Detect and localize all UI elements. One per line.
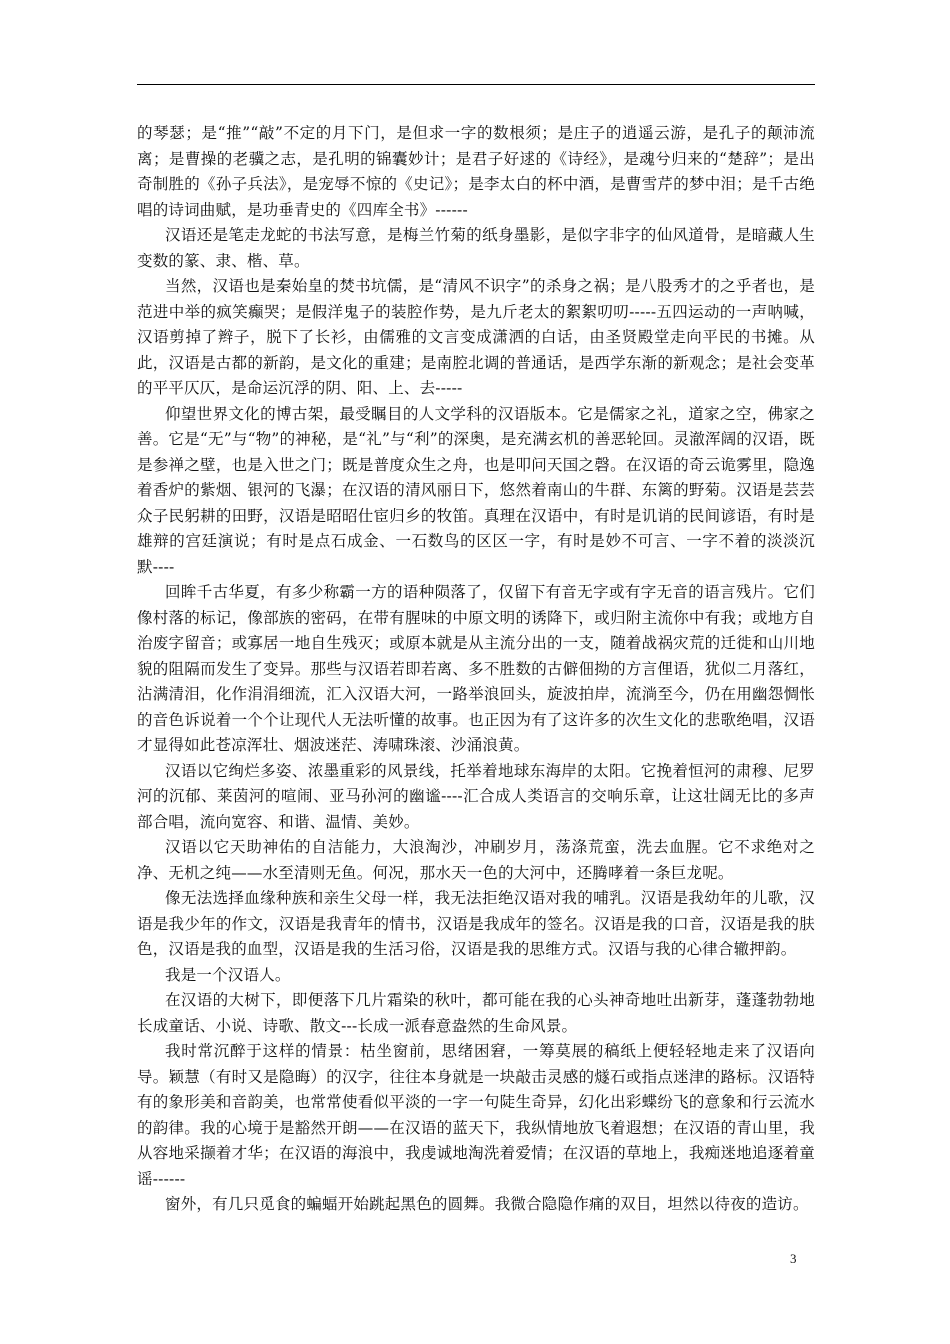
paragraph: 汉语以它天助神佑的自洁能力，大浪淘沙，冲刷岁月，荡涤荒蛮，洗去血腥。它不求绝对之净、无机之纯——水至清则无鱼。何况，那水天一色的大河中，还腾哮着一条巨龙呢。: [137, 838, 815, 882]
paragraph: 窗外，有几只觅食的蝙蝠开始跳起黑色的圆舞。我微合隐隐作痛的双目，坦然以待夜的造访。: [165, 1195, 809, 1213]
paragraph: 仰望世界文化的博古架，最受瞩目的人文学科的汉语版本。它是儒家之礼，道家之空，佛家之善。它是“无”与“物”的神秘，是“礼”与“利”的深奥，是充满玄机的善恶轮回。灵澈浑阔的汉语，既是参禅之壁，也是入世之门；既是普度众生之舟，也是叩问天国之磬。在汉语的奇云诡雾里，隐逸着香炉的紫烟、银河的飞瀑；在汉语的清风丽日下，悠然着南山的牛群、东篱的野菊。汉语是芸芸众子民躬耕的田野，汉语是昭昭仕宦归乡的牧笛。真理在汉语中，有时是讥诮的民间谚语，有时是雄辩的宫廷演说；有时是点石成金、一石数鸟的区区一字，有时是妙不可言、一字不着的淡淡沉默----: [137, 404, 815, 576]
paragraph: 我时常沉醉于这样的情景：枯坐窗前，思绪困窘，一筹莫展的稿纸上便轻轻地走来了汉语向导。颖慧（有时又是隐晦）的汉字，往往本身就是一块敲击灵感的燧石或指点迷津的路标。汉语特有的象形美和音韵美，也常常使看似平淡的一字一句陡生奇异，幻化出彩蝶纷飞的意象和行云流水的韵律。我的心境于是豁然开朗——在汉语的蓝天下，我纵情地放飞着遐想；在汉语的青山里，我从容地采撷着才华；在汉语的海浪中，我虔诚地淘洗着爱情；在汉语的草地上，我痴迷地追逐着童谣------: [137, 1042, 815, 1188]
document-body: [137, 121, 815, 1218]
paragraph: 当然，汉语也是秦始皇的焚书坑儒，是“清风不识字”的杀身之祸；是八股秀才的之乎者也，是范进中举的疯笑癫哭；是假洋鬼子的装腔作势，是九斤老太的絮絮叨叨-----五四运动的一声呐喊，汉语剪掉了辫子，脱下了长衫，由儒雅的文言变成潇洒的白话，由圣贤殿堂走向平民的书摊。从此，汉语是古都的新韵，是文化的重建；是南腔北调的普通话，是西学东渐的新观念；是社会变革的平平仄仄，是命运沉浮的阴、阳、上、去-----: [137, 277, 815, 397]
paragraph: 回眸千古华夏，有多少称霸一方的语种陨落了，仅留下有音无字或有字无音的语言残片。它们像村落的标记，像部族的密码，在带有腥味的中原文明的诱降下，或归附主流你中有我；或地方自治废字留音；或寡居一地自生残灭；或原本就是从主流分出的一支，随着战祸灾荒的迁徙和山川地貌的阻隔而发生了变异。那些与汉语若即若离、多不胜数的古僻佃拗的方言俚语，犹似二月落红，沾满清泪，化作涓涓细流，汇入汉语大河，一路举浪回头，旋波拍岸，流淌至今，仍在用幽怨惆怅的音色诉说着一个个让现代人无法听懂的故事。也正因为有了这许多的次生文化的悲歌绝唱，汉语才显得如此苍凉浑壮、烟波迷茫、涛啸珠滚、沙涌浪黄。: [137, 583, 815, 754]
paragraph: 的琴瑟；是“推”“敲”不定的月下门，是但求一字的数根须；是庄子的逍遥云游，是孔子的颠沛流离；是曹操的老骥之志，是孔明的锦囊妙计；是君子好逑的《诗经》，是魂兮归来的“楚辞”；是出奇制胜的《孙子兵法》，是宠辱不惊的《史记》；是李太白的杯中酒，是曹雪芹的梦中泪；是千古绝唱的诗词曲赋，是功垂青史的《四库全书》------: [137, 124, 815, 219]
page-number: 3: [790, 1251, 797, 1266]
paragraph: 我是一个汉语人。: [165, 965, 291, 984]
paragraph: 汉语以它绚烂多姿、浓墨重彩的风景线，托举着地球东海岸的太阳。它挽着恒河的肃穆、尼罗河的沉郁、莱茵河的喧闹、亚马孙河的幽谧----汇合成人类语言的交响乐章，让这壮阔无比的多声部合唱，流向宽容、和谐、温情、美妙。: [137, 761, 815, 831]
paragraph: 汉语还是笔走龙蛇的书法写意，是梅兰竹菊的纸身墨影，是似字非字的仙风道骨，是暗藏人生变数的篆、隶、楷、草。: [137, 226, 815, 270]
paragraph: 像无法选择血缘种族和亲生父母一样，我无法拒绝汉语对我的哺乳。汉语是我幼年的儿歌，汉语是我少年的作文，汉语是我青年的情书，汉语是我成年的签名。汉语是我的口音，汉语是我的肤色，汉语是我的血型，汉语是我的生活习俗，汉语是我的思维方式。汉语与我的心律合辙押韵。: [137, 889, 815, 958]
paragraph: 在汉语的大树下，即便落下几片霜染的秋叶，都可能在我的心头神奇地吐出新芽，蓬蓬勃勃地长成童话、小说、诗歌、散文---长成一派春意盎然的生命风景。: [137, 991, 815, 1035]
header-rule: [137, 84, 815, 85]
